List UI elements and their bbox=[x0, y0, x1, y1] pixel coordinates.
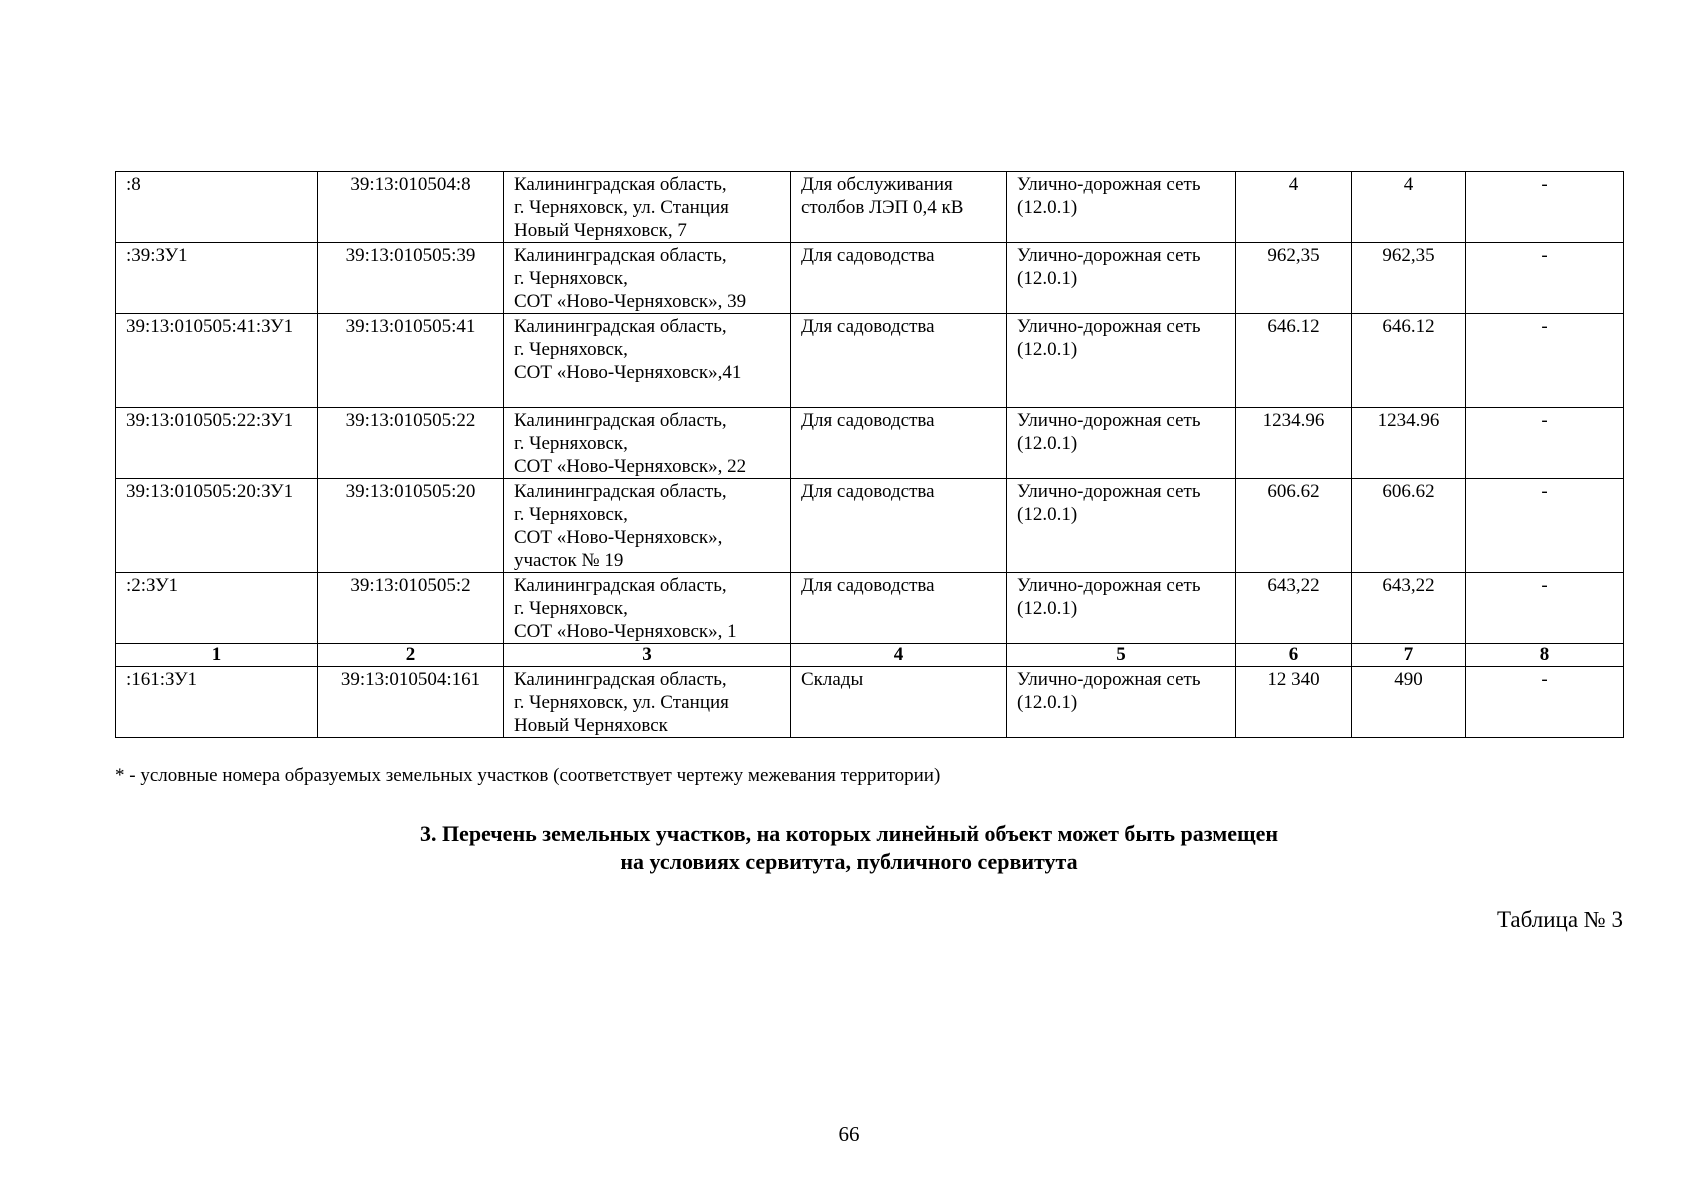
cell-line: Улично-дорожная сеть bbox=[1017, 410, 1201, 431]
section-title bbox=[0, 820, 1698, 876]
cell-note: - bbox=[1466, 479, 1624, 573]
cell-purpose bbox=[1007, 573, 1236, 644]
cell-line: (12.0.1) bbox=[1017, 268, 1078, 289]
cell-address bbox=[504, 314, 791, 408]
table-row bbox=[116, 243, 1624, 314]
cell-conditional-number: :161:ЗУ1 bbox=[116, 667, 318, 738]
cell-note: - bbox=[1466, 408, 1624, 479]
cell-line: (12.0.1) bbox=[1017, 504, 1078, 525]
column-number: 3 bbox=[504, 644, 791, 667]
table-row bbox=[116, 479, 1624, 573]
cell-address bbox=[504, 573, 791, 644]
cell-line: Улично-дорожная сеть bbox=[1017, 481, 1201, 502]
cell-line: Улично-дорожная сеть bbox=[1017, 174, 1201, 195]
cell-line: Улично-дорожная сеть bbox=[1017, 669, 1201, 690]
cell-line: СОТ «Ново-Черняховск», bbox=[514, 527, 723, 548]
cell-line: (12.0.1) bbox=[1017, 197, 1078, 218]
cell-conditional-number: :39:ЗУ1 bbox=[116, 243, 318, 314]
cell-line: Калининградская область, bbox=[514, 174, 727, 195]
cell-address bbox=[504, 667, 791, 738]
cell-line: Для садоводства bbox=[801, 410, 935, 431]
cell-line: Для садоводства bbox=[801, 575, 935, 596]
cell-line: г. Черняховск, bbox=[514, 268, 628, 289]
cell-address bbox=[504, 243, 791, 314]
cell-area-total: 646.12 bbox=[1236, 314, 1352, 408]
cell-line: (12.0.1) bbox=[1017, 598, 1078, 619]
cell-line: Новый Черняховск bbox=[514, 715, 668, 736]
cell-note: - bbox=[1466, 172, 1624, 243]
cell-permitted-use bbox=[791, 408, 1007, 479]
cell-area-total: 12 340 bbox=[1236, 667, 1352, 738]
section-title-line: на условиях сервитута, публичного сервитута bbox=[620, 849, 1078, 874]
cell-conditional-number: 39:13:010505:22:ЗУ1 bbox=[116, 408, 318, 479]
cell-cadastral-number: 39:13:010504:8 bbox=[318, 172, 504, 243]
cell-permitted-use bbox=[791, 667, 1007, 738]
cell-line: Для садоводства bbox=[801, 245, 935, 266]
cell-conditional-number: :2:ЗУ1 bbox=[116, 573, 318, 644]
land-plots-table bbox=[115, 171, 1624, 738]
cell-note: - bbox=[1466, 573, 1624, 644]
section-title-line: 3. Перечень земельных участков, на которых линейный объект может быть размещен bbox=[419, 821, 1279, 846]
cell-permitted-use bbox=[791, 479, 1007, 573]
cell-permitted-use bbox=[791, 172, 1007, 243]
cell-cadastral-number: 39:13:010505:2 bbox=[318, 573, 504, 644]
cell-area-part: 1234.96 bbox=[1352, 408, 1466, 479]
cell-address bbox=[504, 479, 791, 573]
table-caption: Таблица № 3 bbox=[1496, 907, 1623, 932]
column-number: 6 bbox=[1236, 644, 1352, 667]
cell-line: СОТ «Ново-Черняховск», 1 bbox=[514, 621, 737, 642]
column-number: 4 bbox=[791, 644, 1007, 667]
cell-purpose bbox=[1007, 408, 1236, 479]
column-number: 1 bbox=[116, 644, 318, 667]
cell-area-part: 490 bbox=[1352, 667, 1466, 738]
cell-area-total: 962,35 bbox=[1236, 243, 1352, 314]
column-number: 7 bbox=[1352, 644, 1466, 667]
cell-line: СОТ «Ново-Черняховск», 22 bbox=[514, 456, 747, 477]
cell-line: г. Черняховск, ул. Станция bbox=[514, 197, 729, 218]
cell-line: Калининградская область, bbox=[514, 410, 727, 431]
cell-line: СОТ «Ново-Черняховск», 39 bbox=[514, 291, 747, 312]
column-number: 5 bbox=[1007, 644, 1236, 667]
cell-line: участок № 19 bbox=[514, 550, 624, 571]
cell-area-total: 606.62 bbox=[1236, 479, 1352, 573]
cell-line: (12.0.1) bbox=[1017, 339, 1078, 360]
cell-line: (12.0.1) bbox=[1017, 433, 1078, 454]
cell-area-total: 1234.96 bbox=[1236, 408, 1352, 479]
cell-conditional-number: 39:13:010505:20:ЗУ1 bbox=[116, 479, 318, 573]
column-number: 2 bbox=[318, 644, 504, 667]
cell-area-part: 962,35 bbox=[1352, 243, 1466, 314]
cell-purpose bbox=[1007, 172, 1236, 243]
cell-purpose bbox=[1007, 243, 1236, 314]
cell-cadastral-number: 39:13:010505:22 bbox=[318, 408, 504, 479]
cell-note: - bbox=[1466, 314, 1624, 408]
cell-line: Калининградская область, bbox=[514, 245, 727, 266]
table-row bbox=[116, 573, 1624, 644]
cell-area-part: 606.62 bbox=[1352, 479, 1466, 573]
cell-line: г. Черняховск, bbox=[514, 339, 628, 360]
table-row bbox=[116, 172, 1624, 243]
cell-purpose bbox=[1007, 667, 1236, 738]
cell-line: Для садоводства bbox=[801, 316, 935, 337]
cell-line: Новый Черняховск, 7 bbox=[514, 220, 687, 241]
cell-conditional-number: :8 bbox=[116, 172, 318, 243]
cell-conditional-number: 39:13:010505:41:ЗУ1 bbox=[116, 314, 318, 408]
table-row bbox=[116, 314, 1624, 408]
cell-line: Улично-дорожная сеть bbox=[1017, 245, 1201, 266]
cell-cadastral-number: 39:13:010504:161 bbox=[318, 667, 504, 738]
cell-line: Для обслуживания bbox=[801, 174, 953, 195]
cell-address bbox=[504, 408, 791, 479]
cell-note: - bbox=[1466, 243, 1624, 314]
cell-area-part: 4 bbox=[1352, 172, 1466, 243]
cell-purpose bbox=[1007, 314, 1236, 408]
cell-line: Улично-дорожная сеть bbox=[1017, 575, 1201, 596]
cell-line: Калининградская область, bbox=[514, 575, 727, 596]
cell-area-total: 643,22 bbox=[1236, 573, 1352, 644]
column-number-row bbox=[116, 644, 1624, 667]
footnote: * - условные номера образуемых земельных участков (соответствует чертежу межевания территории) bbox=[115, 765, 941, 786]
cell-line: г. Черняховск, bbox=[514, 504, 628, 525]
cell-line: (12.0.1) bbox=[1017, 692, 1078, 713]
cell-cadastral-number: 39:13:010505:20 bbox=[318, 479, 504, 573]
cell-permitted-use bbox=[791, 314, 1007, 408]
cell-line: Склады bbox=[801, 669, 864, 690]
cell-cadastral-number: 39:13:010505:39 bbox=[318, 243, 504, 314]
column-number: 8 bbox=[1466, 644, 1624, 667]
cell-note: - bbox=[1466, 667, 1624, 738]
table-row bbox=[116, 408, 1624, 479]
cell-line: г. Черняховск, bbox=[514, 433, 628, 454]
cell-line: Для садоводства bbox=[801, 481, 935, 502]
cell-line: Калининградская область, bbox=[514, 669, 727, 690]
cell-permitted-use bbox=[791, 573, 1007, 644]
cell-line: СОТ «Ново-Черняховск»,41 bbox=[514, 362, 742, 383]
cell-line: Калининградская область, bbox=[514, 481, 727, 502]
cell-line: г. Черняховск, bbox=[514, 598, 628, 619]
cell-area-total: 4 bbox=[1236, 172, 1352, 243]
cell-purpose bbox=[1007, 479, 1236, 573]
cell-line: Калининградская область, bbox=[514, 316, 727, 337]
cell-address bbox=[504, 172, 791, 243]
cell-line: Улично-дорожная сеть bbox=[1017, 316, 1201, 337]
cell-permitted-use bbox=[791, 243, 1007, 314]
cell-area-part: 643,22 bbox=[1352, 573, 1466, 644]
table-row bbox=[116, 667, 1624, 738]
cell-cadastral-number: 39:13:010505:41 bbox=[318, 314, 504, 408]
cell-line: столбов ЛЭП 0,4 кВ bbox=[801, 197, 964, 218]
cell-line: г. Черняховск, ул. Станция bbox=[514, 692, 729, 713]
cell-area-part: 646.12 bbox=[1352, 314, 1466, 408]
page-number: 66 bbox=[838, 1122, 860, 1146]
